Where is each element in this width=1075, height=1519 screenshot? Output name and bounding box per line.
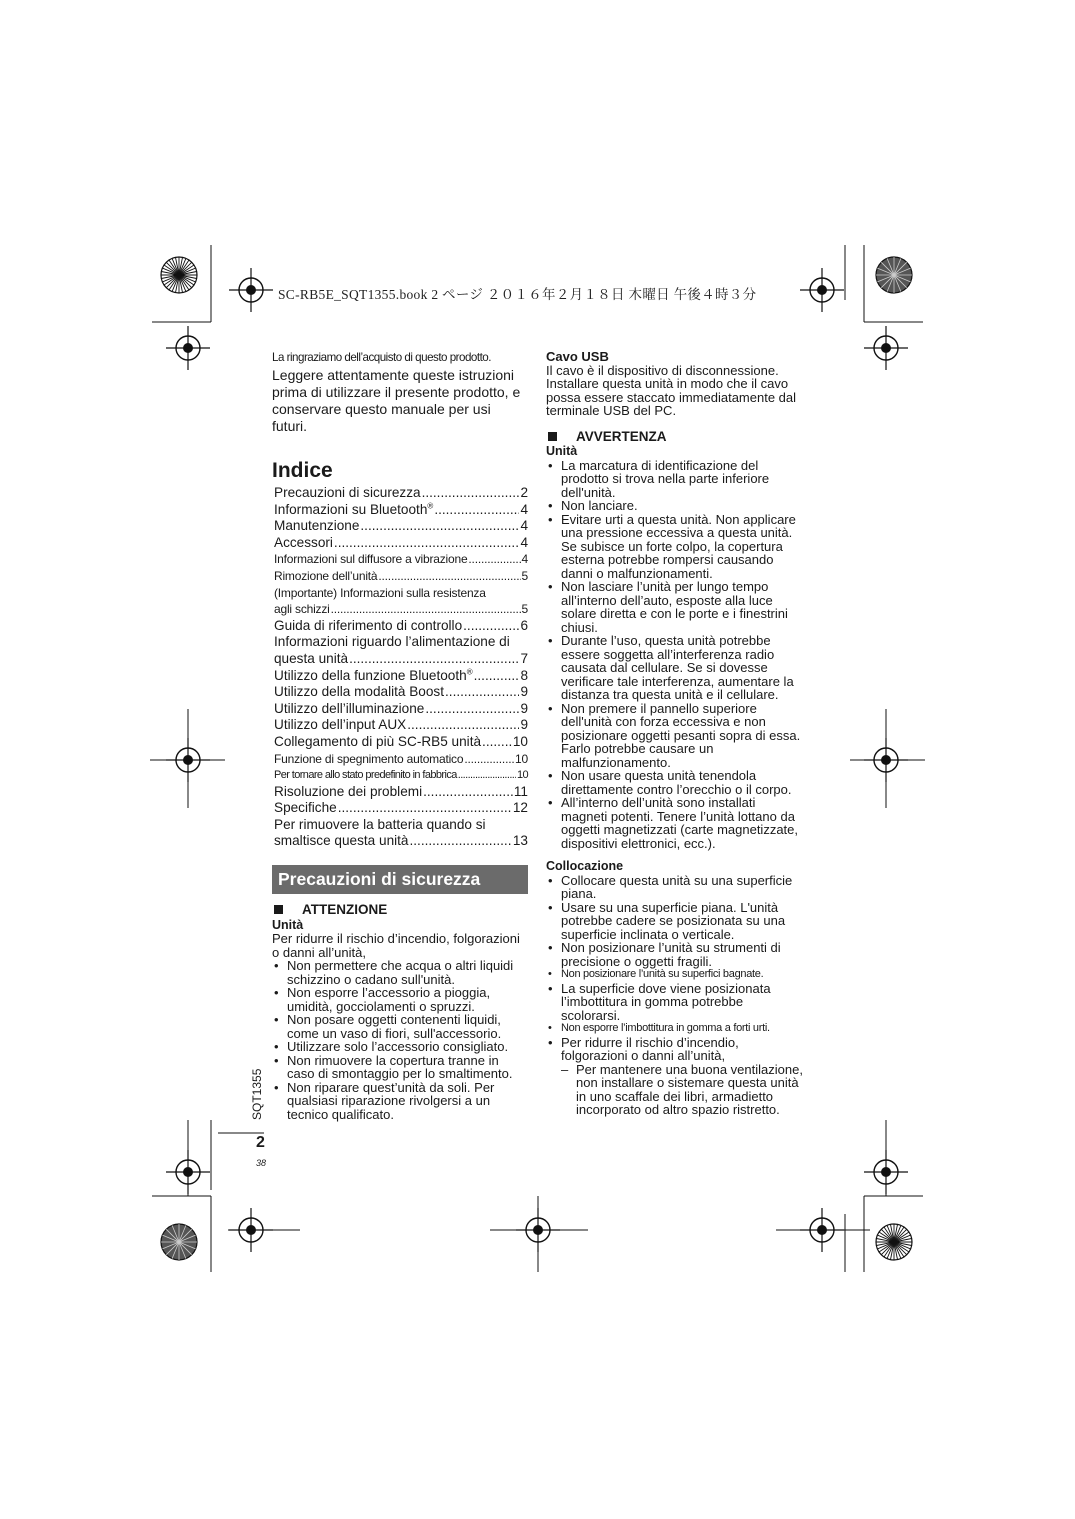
list-item: • Non esporre l’imbottitura in gomma a forti urti.: [546, 1022, 804, 1036]
collocazione-heading: Collocazione: [546, 859, 624, 873]
toc-entry[interactable]: smaltisce questa unità ..... 13: [274, 833, 528, 850]
toc-page-number: 9: [520, 717, 528, 733]
toc-page-number: 10: [516, 769, 528, 782]
collocazione-dash-list: [546, 1063, 804, 1117]
list-item: • Non premere il pannello superiore dell'unità con forza eccessiva e non posizionare oggetti pesanti sopra di essa. Farlo potrebbe causare un malfunzionamento.: [546, 702, 804, 770]
list-item: • Evitare urti a questa unità. Non applicare una pressione eccessiva a questa unità. Se subisce un forte colpo, la copertura esterna potrebbe rompersi causando danni o malfunzionamenti.: [546, 513, 804, 581]
list-item: • Utilizzare solo l’accessorio consigliato.: [272, 1040, 528, 1054]
list-item: • Non rimuovere la copertura tranne in caso di smontaggio per lo smaltimento.: [272, 1054, 528, 1081]
list-item: • Non lanciare.: [546, 499, 804, 513]
toc-entry[interactable]: Rimozione dell’unità ..... 5: [274, 568, 528, 585]
toc-entry[interactable]: Accessori ..... 4: [274, 535, 528, 552]
toc-page-number: 6: [520, 617, 528, 633]
list-item: • All’interno dell’unità sono installati magneti potenti. Tenere l’unità lottano da oggetti magnetizzati (carte magnetizzate, dispositivi elettronici, ecc.).: [546, 796, 804, 850]
list-item: • Non riparare quest’unità da soli. Per qualsiasi riparazione rivolgersi a un tecnico qualificato.: [272, 1081, 528, 1122]
toc-entry-line1[interactable]: Per rimuovere la batteria quando si: [274, 816, 486, 832]
list-item: • Non posizionare l’unità su strumenti di precisione o oggetti fragili.: [546, 941, 804, 968]
print-file-header: SC-RB5E_SQT1355.book 2 ページ ２０１６年２月１８日 木曜日 午後４時３分: [278, 287, 757, 302]
thanks-line: La ringraziamo dell’acquisto di questo prodotto.: [272, 351, 491, 364]
toc-page-number: 9: [520, 700, 528, 716]
document-code: SQT1355: [250, 1068, 264, 1120]
toc-entry[interactable]: Utilizzo dell’input AUX ..... 9: [274, 717, 528, 734]
toc-entry-line1[interactable]: (Importante) Informazioni sulla resistenza: [274, 585, 486, 600]
attenzione-subheading: Unità: [272, 917, 304, 932]
list-item: • La marcatura di identificazione del prodotto si trova nella parte inferiore dell'unità.: [546, 459, 804, 500]
toc-entry[interactable]: Per tornare allo stato predefinito in fabbrica ..... 10: [274, 767, 528, 784]
left-column: [272, 350, 528, 850]
avvertenza-subheading: Unità: [546, 444, 578, 458]
toc-entry[interactable]: questa unità ..... 7: [274, 651, 528, 668]
toc-entry[interactable]: agli schizzi ..... 5: [274, 601, 528, 618]
list-item: • Non posizionare l’unità su superfici bagnate.: [546, 968, 804, 982]
page-sub-number: 38: [256, 1158, 267, 1168]
attenzione-lead: Per ridurre il rischio d’incendio, folgorazioni o danni all’unità,: [272, 931, 520, 960]
list-item: – Per mantenere una buona ventilazione, non installare o sistemare questa unità in uno scaffale dei libri, armadietto incorporato od altro spazio ristretto.: [561, 1063, 804, 1117]
right-column: [546, 348, 804, 1117]
toc-title: Indice: [272, 459, 333, 482]
toc-page-number: 12: [512, 800, 528, 816]
list-item: • Non lasciare l’unità per lungo tempo all’interno dell’auto, esposte alla luce solare diretta e con le porte e i finestrini chiusi.: [546, 580, 804, 634]
list-item: • Non usare questa unità tenendola direttamente contro l’orecchio o il corpo.: [546, 769, 804, 796]
toc-page-number: 8: [520, 667, 528, 683]
list-item: • Per ridurre il rischio d’incendio, folgorazioni o danni all’unità,: [546, 1036, 804, 1063]
toc-page-number: 4: [520, 518, 528, 534]
list-item: • La superficie dove viene posizionata l’imbottitura in gomma potrebbe scolorarsi.: [546, 982, 804, 1023]
toc-page-number: 4: [520, 534, 528, 550]
section-banner: Precauzioni di sicurezza: [272, 865, 528, 894]
list-item: • Non posare oggetti contenenti liquidi, come un vaso di fiori, sull'accessorio.: [272, 1013, 528, 1040]
attenzione-heading: ATTENZIONE: [272, 903, 528, 917]
list-item: • Collocare questa unità su una superficie piana.: [546, 874, 804, 901]
toc-entry[interactable]: Utilizzo della modalità Boost ..... 9: [274, 684, 528, 701]
toc-page-number: 13: [512, 833, 528, 849]
page-number: 2: [256, 1134, 265, 1151]
toc-page-number: 4: [521, 552, 528, 567]
toc-entry[interactable]: Guida di riferimento di controllo ..... 6: [274, 618, 528, 635]
collocazione-list: [546, 874, 804, 1063]
list-item: • Non permettere che acqua o altri liquidi schizzino o cadano sull'unità.: [272, 959, 528, 986]
square-bullet-icon: [274, 905, 283, 914]
toc-entry[interactable]: Informazioni su Bluetooth® ..... 4: [274, 502, 528, 519]
toc-entry[interactable]: Utilizzo dell’illuminazione ..... 9: [274, 701, 528, 718]
toc-page-number: 2: [520, 485, 528, 500]
toc-page-number: 5: [521, 568, 528, 583]
toc-entry[interactable]: Collegamento di più SC-RB5 unità ..... 10: [274, 734, 528, 751]
toc-page-number: 4: [520, 501, 528, 517]
toc-entry-line1[interactable]: Informazioni riguardo l’alimentazione di: [274, 634, 510, 650]
square-bullet-icon: [548, 432, 557, 441]
attenzione-list: [272, 959, 528, 1121]
toc-entry[interactable]: Funzione di spegnimento automatico ..... 10: [274, 751, 528, 768]
table-of-contents: [274, 485, 528, 850]
toc-entry[interactable]: Utilizzo della funzione Bluetooth® ..... 8: [274, 668, 528, 685]
list-item: • Usare su una superficie piana. L'unità potrebbe cadere se posizionata su una superficie inclinata o verticale.: [546, 901, 804, 942]
toc-entry[interactable]: Specifiche ..... 12: [274, 800, 528, 817]
list-item: • Non esporre l’accessorio a pioggia, umidità, gocciolamenti o spruzzi.: [272, 986, 528, 1013]
cavo-body: Il cavo è il dispositivo di disconnessione. Installare questa unità in modo che il cavo possa essere staccato immediatamente dal terminale USB del PC.: [546, 362, 797, 418]
avvertenza-heading: AVVERTENZA: [546, 430, 804, 444]
toc-entry[interactable]: Risoluzione dei problemi ..... 11: [274, 784, 528, 801]
toc-entry[interactable]: Manutenzione ..... 4: [274, 518, 528, 535]
toc-page-number: 11: [513, 783, 528, 799]
toc-entry[interactable]: Informazioni sul diffusore a vibrazione ..... 4: [274, 551, 528, 568]
list-item: • Durante l’uso, questa unità potrebbe essere soggetta all’interferenza radio causata dal cellulare. Se si dovesse verificare tale interferenza, aumentare la distanza tra questa unità e il cellulare.: [546, 634, 804, 702]
cavo-heading: Cavo USB: [546, 349, 609, 364]
toc-page-number: 9: [520, 684, 528, 700]
toc-page-number: 10: [512, 733, 528, 749]
toc-page-number: 5: [521, 602, 528, 617]
toc-page-number: 10: [515, 751, 528, 766]
toc-page-number: 7: [520, 650, 528, 666]
intro-paragraph: Leggere attentamente queste istruzioni prima di utilizzare il presente prodotto, e conservare questo manuale per usi futuri.: [272, 367, 521, 434]
toc-entry[interactable]: Precauzioni di sicurezza ..... 2: [274, 485, 528, 502]
attenzione-section: [272, 903, 528, 1121]
avvertenza-list: [546, 459, 804, 851]
